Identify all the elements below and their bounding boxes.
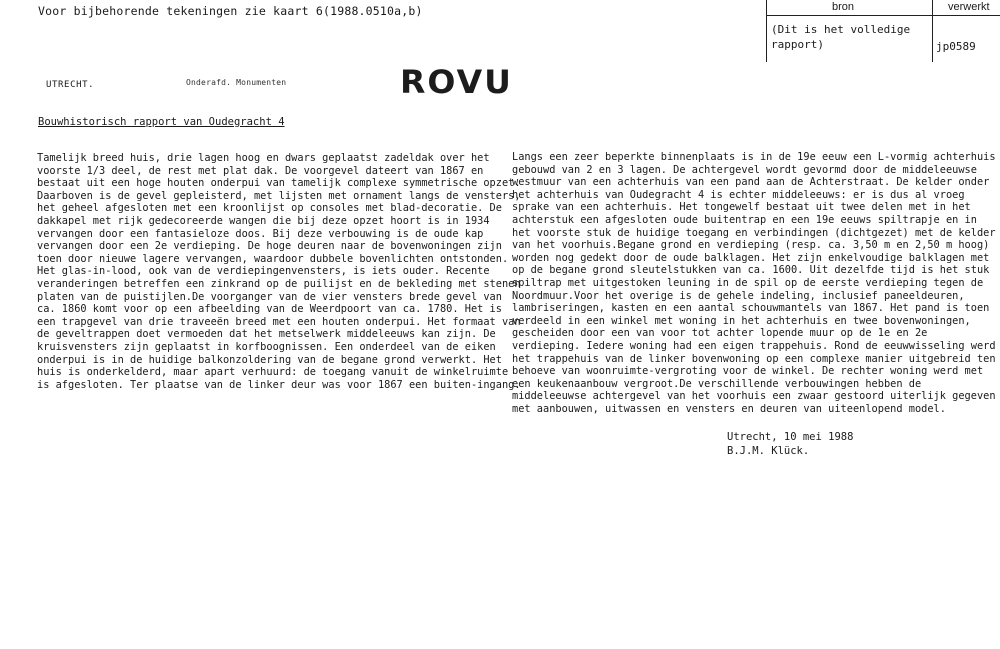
text-line: een trapgevel van drie traveeën breed met een houten onderpui. Het formaat van — [37, 315, 521, 328]
verwerkt-value: jp0589 — [936, 40, 976, 53]
text-line: gescheiden door een van voor tot achter lopende muur op de 1e en 2e — [512, 327, 928, 340]
place-date: Utrecht, 10 mei 1988 — [727, 431, 854, 443]
text-line: Noordmuur.Voor het overige is de gehele indeling, inclusief paneeldeuren, — [512, 289, 965, 302]
text-line: een keukenaanbouw vergroot.De verschillende verbouwingen hebben de — [512, 377, 922, 390]
text-line: Het glas-in-lood, ook van de verdiepingenvensters, is iets ouder. Recente — [37, 265, 490, 278]
text-line: verdeeld in een winkel met woning in het achterhuis en twee bovenwoningen, — [512, 314, 971, 327]
text-line: worden nog gedekt door de oude balklagen. Het zijn enkelvoudige balklagen met — [512, 251, 990, 264]
verwerkt-header: verwerkt — [948, 1, 990, 13]
text-line: verdieping. Iedere woning had een eigen trappehuis. Rond de eeuwwisseling werd — [512, 339, 996, 352]
text-line: op de begane grond sleutelstukken van ca. 1600. Uit dezelfde tijd is het stuk — [512, 264, 990, 277]
text-line: het achterhuis van Oudegracht 4 is echter middeleeuws: er is dus al vroeg — [512, 188, 965, 201]
text-line: de geveltrappen doet vermoeden dat het metselwerk middeleeuws kan zijn. De — [37, 328, 496, 341]
bron-value-line-2: rapport) — [771, 38, 824, 51]
drawings-reference-note: Voor bijbehorende tekeningen zie kaart 6(1988.0510a,b) — [38, 4, 423, 18]
text-line: sprake van een achterhuis. Het tongewelf bestaat uit twee delen met in het — [512, 201, 971, 214]
text-line: achterstuk een afgesloten oude buitentrap en een 19e eeuws spiltrapje en in — [512, 213, 977, 226]
left-column-text — [37, 152, 521, 391]
text-line: vervangen door een fantasieloze doos. Bij deze verbouwing is de oude kap — [37, 227, 484, 240]
text-line: Langs een zeer beperkte binnenplaats is in de 19e eeuw een L-vormig achterhuis — [512, 151, 996, 163]
text-line: het trappehuis van de linker bovenwoning op een complexe manier uitgebreid ten — [512, 352, 996, 365]
bron-header: bron — [832, 1, 855, 13]
signature-block — [727, 431, 853, 458]
text-line: Tamelijk breed huis, drie lagen hoog en dwars geplaatst zadeldak over het — [37, 152, 490, 164]
text-line: Daarboven is de gevel gepleisterd, met lijsten met ornament langs de vensters, — [37, 189, 521, 202]
text-line: het geheel afgesloten met een kroonlijst op consoles met blad-decoratie. De — [37, 202, 502, 215]
text-line: voorste 1/3 deel, de rest met plat dak. De voorgevel dateert van 1867 en — [37, 164, 484, 177]
text-line: onderpui is in de huidige balkonzoldering van de begane grond verwerkt. Het — [37, 353, 502, 366]
text-line: veranderingen betreffen een zinkrand op de puilijst en de bekleding met stenen — [37, 277, 521, 290]
bron-value-line-1: (Dit is het volledige — [771, 23, 911, 36]
text-line: van het voorhuis.Begane grond en verdieping (resp. ca. 3,50 m en 2,50 m hoog) — [512, 239, 990, 252]
text-line: kruisvensters zijn geplaatst in korfboognissen. Een onderdeel van de eiken — [37, 340, 496, 353]
text-line: met aanbouwen, uitwassen en vensters en deuren van uiteenlopend model. — [512, 402, 946, 415]
rovu-logo: ROVU — [400, 62, 513, 101]
text-line: toen door nieuwe lagere vervangen, waardoor dubbele bovenlichten ontstonden. — [37, 252, 509, 265]
source-table — [766, 0, 1000, 62]
text-line: westmuur van een achterhuis van een pand aan de Achterstraat. De kelder onder — [512, 176, 990, 189]
text-line: spiltrap met uitgestoken leuning in de spil op de eerste verdieping tegen de — [512, 276, 984, 289]
text-line: vervangen door een 2e verdieping. De hoge deuren naar de bovenwoningen zijn — [37, 240, 502, 253]
right-column-text — [512, 151, 996, 415]
text-line: behoeve van woonruimte-vergroting voor de winkel. De rechter woning werd met — [512, 365, 984, 378]
text-line: gebouwd van 2 en 3 lagen. De achtergevel wordt gevormd door de middeleeuwse — [512, 163, 977, 176]
text-line: ca. 1860 komt voor op een afbeelding van de Weerdpoort van ca. 1780. Het is — [37, 303, 502, 316]
text-line: bestaat uit een hoge houten onderpui van tamelijk complexe symmetrische opzet. — [37, 177, 521, 190]
author: B.J.M. Klück. — [727, 444, 810, 457]
report-title: Bouwhistorisch rapport van Oudegracht 4 — [38, 116, 285, 128]
text-line: middeleeuwse achtergevel van het voorhuis een zwaar gestoord uiterlijk gegeven — [512, 390, 996, 403]
text-line: lambriseringen, kasten en een aantal schouwmantels van 1867. Het pand is toen — [512, 302, 990, 315]
department-label: Onderafd. Monumenten — [186, 78, 287, 87]
city-label: UTRECHT. — [46, 80, 95, 90]
text-line: is afgesloten. Ter plaatse van de linker deur was voor 1867 een buiten-ingang. — [37, 378, 521, 391]
text-line: het voorste stuk de huidige toegang en verbindingen (dichtgezet) met de kelder — [512, 226, 996, 239]
text-line: huis is onderkelderd, maar apart verhuurd: de toegang vanuit de winkelruimte — [37, 366, 509, 379]
text-line: platen van de puistijlen.De voorganger van de vier vensters brede gevel van — [37, 290, 502, 303]
text-line: dakkapel met rijk gedecoreerde wangen die bij deze opzet hoort is in 1934 — [37, 214, 490, 227]
